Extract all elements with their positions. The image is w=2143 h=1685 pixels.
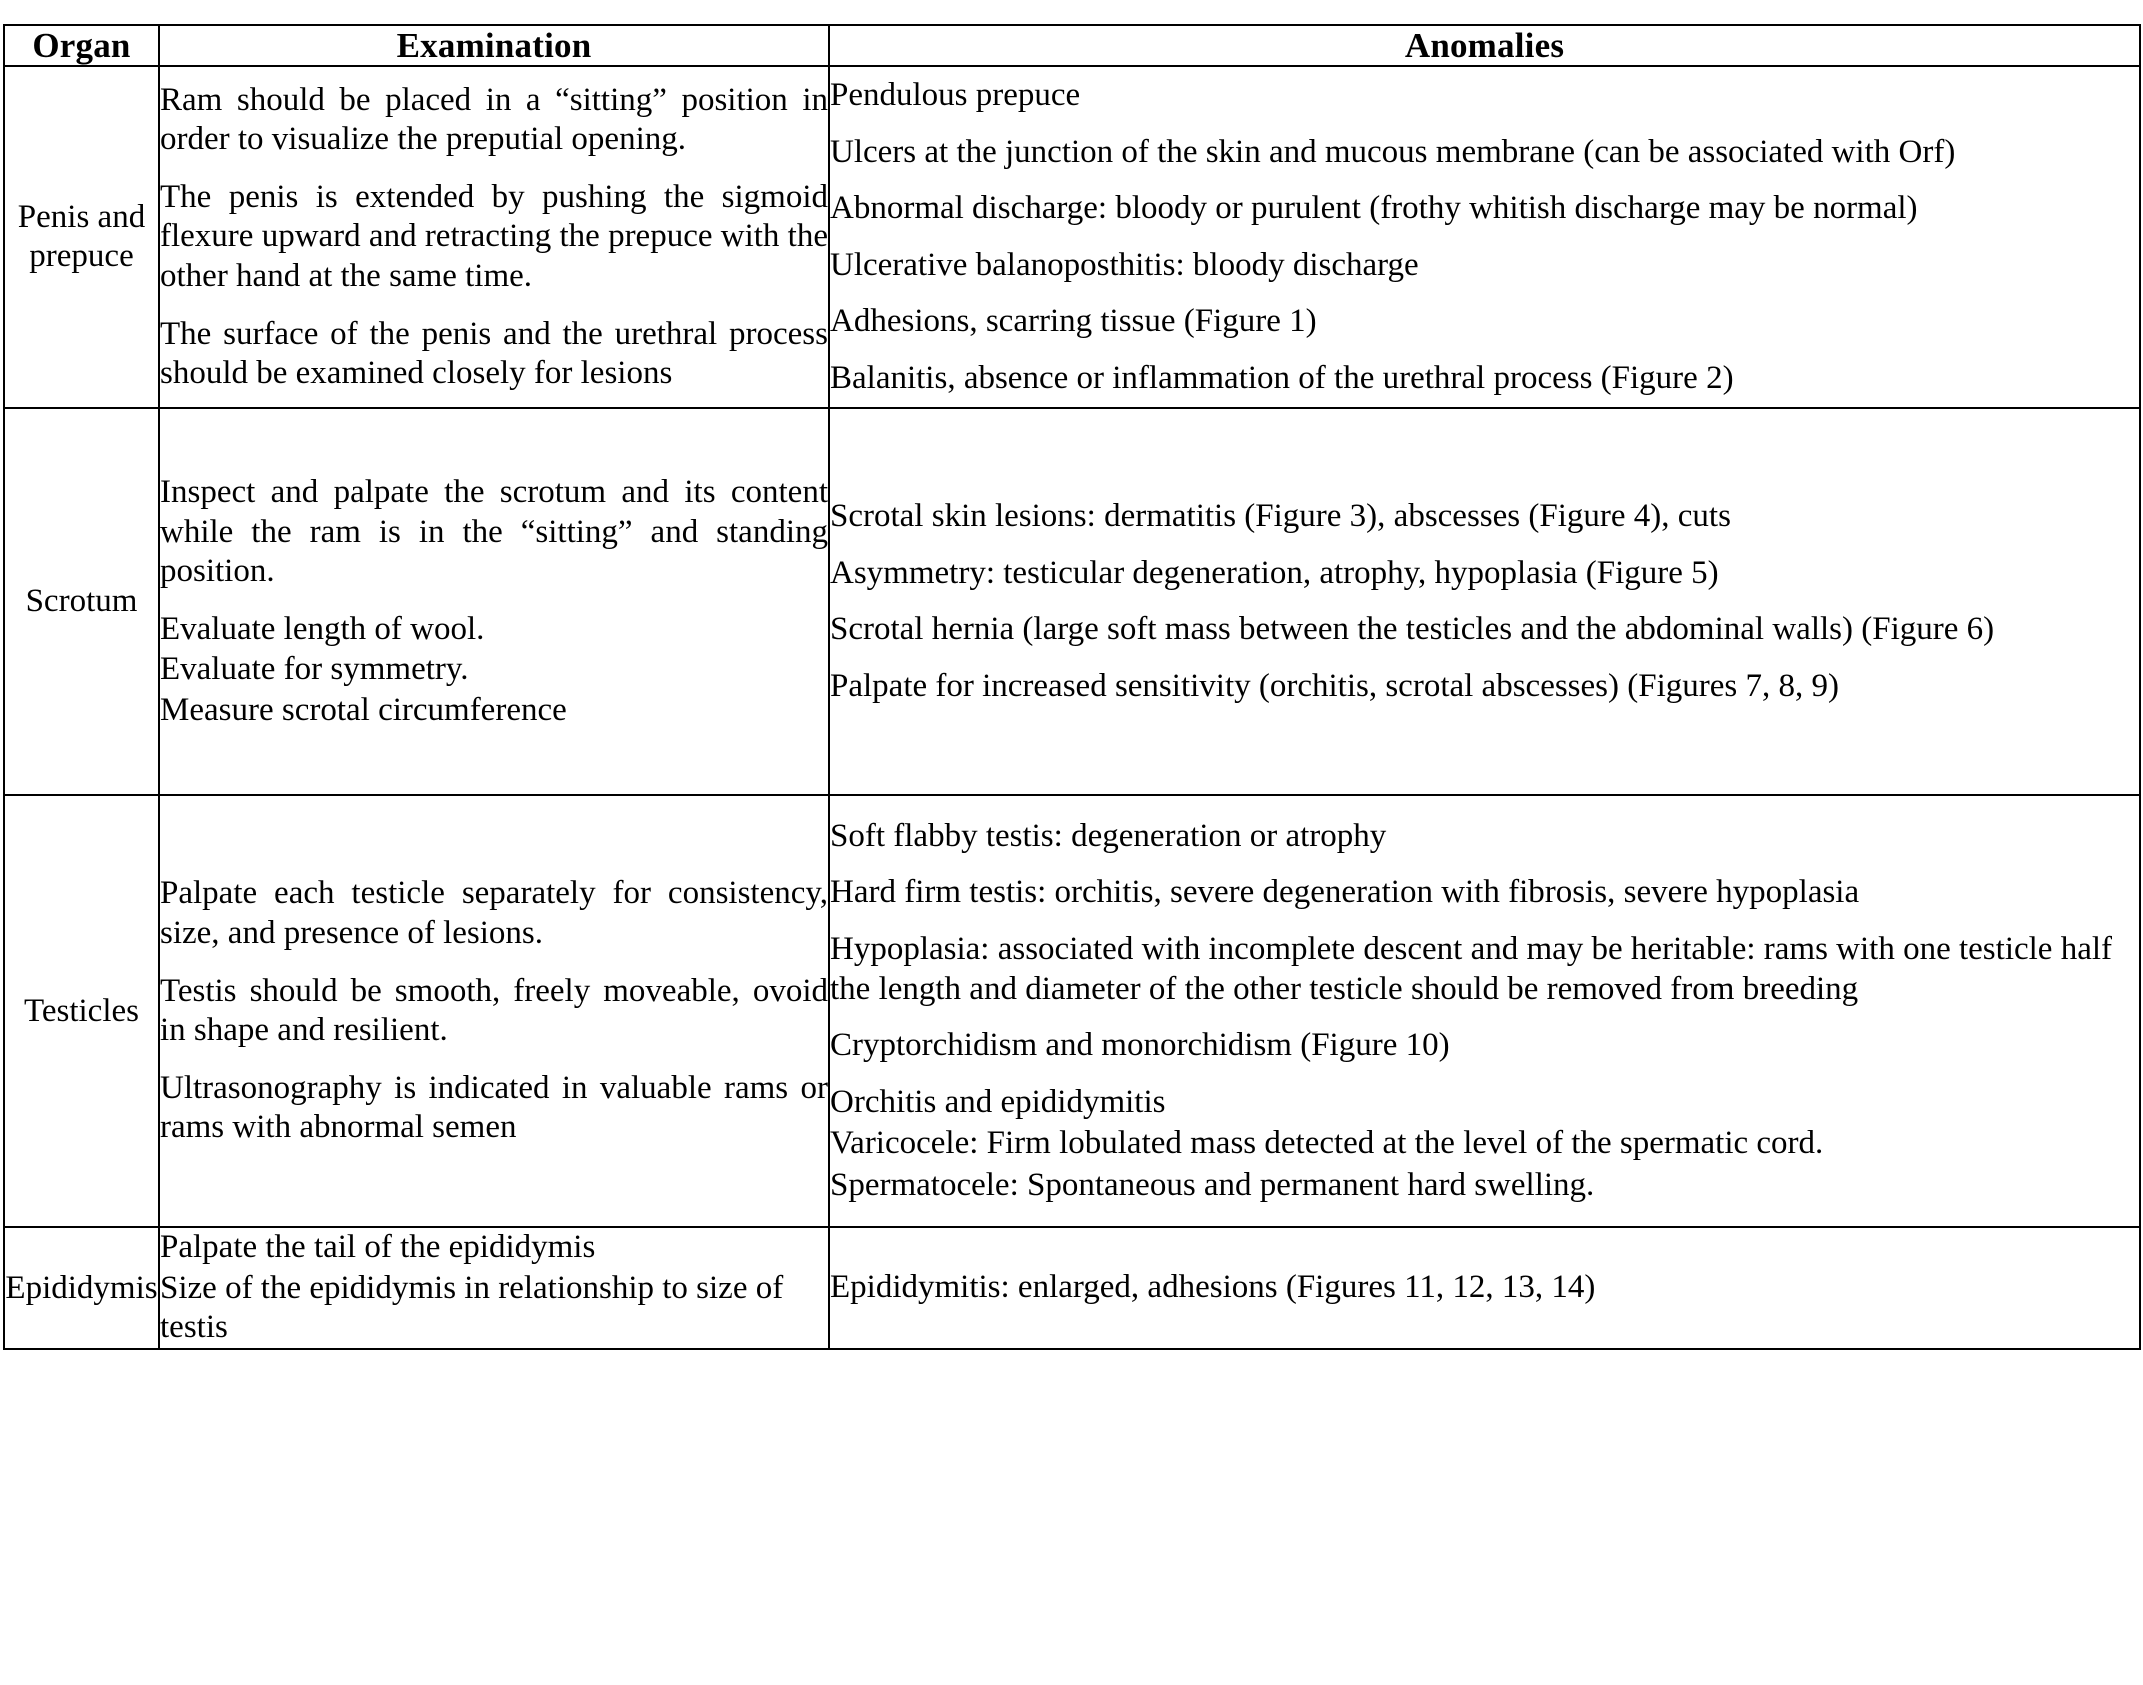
anomalies-cell [829, 66, 2140, 408]
examination-cell [159, 795, 829, 1227]
anomaly-item: Balanitis, absence or inflammation of the urethral process (Figure 2) [830, 359, 1734, 396]
organ-label: Testicles [24, 992, 139, 1029]
organ-name-cell [4, 66, 159, 408]
ram-breeding-soundness-examination-table [3, 24, 2141, 1350]
anomaly-item: Scrotal hernia (large soft mass between the testicles and the abdominal walls) (Figure 6) [830, 611, 1995, 648]
table-row [4, 1227, 2140, 1349]
anomaly-item: Ulcerative balanoposthitis: bloody discharge [830, 246, 1419, 283]
anomaly-item: Asymmetry: testicular degeneration, atrophy, hypoplasia (Figure 5) [830, 554, 1719, 591]
examination-cell [159, 66, 829, 408]
anomalies-cell [829, 408, 2140, 795]
header-row [4, 25, 2140, 66]
examination-paragraph: Palpate each testicle separately for consistency, size, and presence of lesions. [160, 875, 828, 951]
anomaly-item: Hypoplasia: associated with incomplete descent and may be heritable: rams with one testicle half the length and diameter of the other testicle should be removed from breeding [830, 931, 2113, 1007]
column-header-organ: Organ [4, 25, 159, 66]
anomaly-item: Soft flabby testis: degeneration or atrophy [830, 817, 1387, 854]
examination-paragraph: Ram should be placed in a “sitting” position in order to visualize the preputial opening. [160, 81, 828, 158]
anomalies-cell [829, 795, 2140, 1227]
table-header [4, 25, 2140, 66]
anomaly-item: Varicocele: Firm lobulated mass detected at the level of the spermatic cord. [830, 1125, 1824, 1162]
anomaly-item: Palpate for increased sensitivity (orchitis, scrotal abscesses) (Figures 7, 8, 9) [830, 667, 1839, 704]
anomaly-item: Pendulous prepuce [830, 76, 1081, 113]
examination-paragraph: Measure scrotal circumference [160, 691, 567, 728]
examination-paragraph: Palpate the tail of the epididymis [160, 1229, 596, 1266]
examination-paragraph: Size of the epididymis in relationship to size of testis [160, 1269, 784, 1346]
organ-label: Penis and prepuce [17, 199, 146, 275]
examination-paragraph: Evaluate length of wool. [160, 610, 485, 647]
anomaly-item: Abnormal discharge: bloody or purulent (frothy whitish discharge may be normal) [830, 190, 1918, 227]
anomaly-item: Scrotal skin lesions: dermatitis (Figure 3), abscesses (Figure 4), cuts [830, 498, 1731, 534]
anomaly-item: Ulcers at the junction of the skin and mucous membrane (can be associated with Orf) [830, 133, 1956, 170]
organ-name-cell [4, 408, 159, 795]
table-row [4, 408, 2140, 795]
column-header-examination: Examination [159, 25, 829, 66]
anomalies-cell [829, 1227, 2140, 1349]
anomaly-item: Hard firm testis: orchitis, severe degeneration with fibrosis, severe hypoplasia [830, 874, 1860, 911]
organ-label: Scrotum [25, 583, 138, 620]
table-row [4, 795, 2140, 1227]
examination-cell [159, 408, 829, 795]
anomaly-item: Epididymitis: enlarged, adhesions (Figures 11, 12, 13, 14) [830, 1269, 1596, 1306]
column-header-anomalies: Anomalies [829, 25, 2140, 66]
anomaly-item: Spermatocele: Spontaneous and permanent hard swelling. [830, 1166, 1595, 1203]
anomaly-item: Cryptorchidism and monorchidism (Figure 10) [830, 1027, 1450, 1064]
table-body [4, 66, 2140, 1349]
table-row [4, 66, 2140, 408]
examination-cell [159, 1227, 829, 1349]
examination-paragraph: The surface of the penis and the urethral process should be examined closely for lesions [160, 315, 828, 392]
organ-name-cell [4, 795, 159, 1227]
anomaly-item: Orchitis and epididymitis [830, 1083, 1166, 1120]
anomaly-item: Adhesions, scarring tissue (Figure 1) [830, 303, 1317, 340]
examination-paragraph: The penis is extended by pushing the sigmoid flexure upward and retracting the prepuce with the other hand at the same time. [160, 178, 828, 294]
organ-label: Epididymis [5, 1269, 158, 1306]
examination-paragraph: Ultrasonography is indicated in valuable rams or rams with abnormal semen [160, 1069, 828, 1146]
examination-paragraph: Testis should be smooth, freely moveable, ovoid in shape and resilient. [160, 972, 828, 1049]
examination-paragraph: Inspect and palpate the scrotum and its content while the ram is in the “sitting” and standing position. [160, 473, 828, 590]
organ-name-cell [4, 1227, 159, 1349]
examination-paragraph: Evaluate for symmetry. [160, 651, 469, 688]
